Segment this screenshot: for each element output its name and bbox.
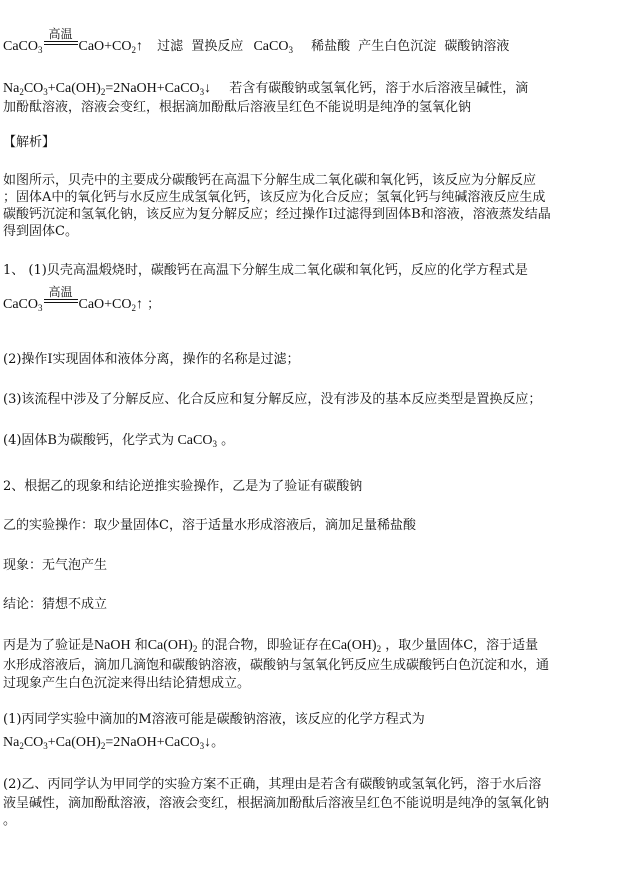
formula-caco3: CaCO$_3$ <box>177 433 217 449</box>
q1-item1: 1、 (1)贝壳高温煅烧时，碳酸钙在高温下分解生成二氧化碳和氧化钙，反应的化学方程式是 <box>3 263 528 278</box>
sub1-line: (1)丙同学实验中滴加的M溶液可能是碳酸钠溶液，该反应的化学方程式为 <box>3 712 425 727</box>
intro-line: 得到固体C。 <box>3 224 78 239</box>
intro-line: 碳酸钙沉淀和氢氧化钠，该反应为复分解反应；经过操作I过滤得到固体B和溶液，溶液蒸发结晶 <box>3 207 551 222</box>
q1-equation-line: CaCO$_3$ 高温 $CaO+CO_2↑$ ； <box>3 285 161 313</box>
q2-heading: 2、根据乙的现象和结论逆推实验操作，乙是为了验证有碳酸钠 <box>3 479 363 494</box>
answer-line-3: 加酚酞溶液，溶液会变红，根据滴加酚酞后溶液呈红色不能说明是纯净的氢氧化钠 <box>3 100 472 115</box>
q2-operation: 乙的实验操作：取少量固体C，溶于适量水形成溶液后，滴加足量稀盐酸 <box>3 518 416 533</box>
answer-line-2: $Na_2CO_3+Ca(OH)_2=2NaOH+CaCO_3↓$ 若含有碳酸钠或氢氧化钙，溶于水后溶液呈碱性，滴 <box>3 81 529 97</box>
sub2-line: 。 <box>3 813 17 828</box>
equation-precipitation: $Na_2CO_3+Ca(OH)_2=2NaOH+CaCO_3↓$ <box>3 81 212 97</box>
sub2-line: (2)乙、丙同学认为甲同学的实验方案不正确，其理由是若含有碳酸钠或氢氧化钙，溶于水后溶 <box>3 777 542 792</box>
equal-sign-condition: 高温 <box>44 296 78 308</box>
analysis-title: 【解析】 <box>3 135 56 150</box>
sub1-equation: $Na_2CO_3+Ca(OH)_2=2NaOH+CaCO_3↓$。 <box>3 735 225 751</box>
q1-item2: (2)操作I实现固体和液体分离，操作的名称是过滤； <box>3 352 300 367</box>
equation-calcination: CaCO$_3$ 高温 $CaO+CO_2↑$ <box>3 27 144 55</box>
bing-line-3: 过现象产生白色沉淀来得出结论猜想成立。 <box>3 676 251 691</box>
q2-conclusion: 结论：猜想不成立 <box>3 597 108 612</box>
q1-item3: (3)该流程中涉及了分解反应、化合反应和复分解反应，没有涉及的基本反应类型是置换反应； <box>3 392 542 407</box>
bing-line-1: 丙是为了验证是NaOH 和$Ca(OH)_2$ 的混合物，即验证存在$Ca(OH)_2$ ，取少量固体C，溶于适量 <box>3 638 539 654</box>
q1-item4: (4)固体B为碳酸钙，化学式为 CaCO$_3$ 。 <box>3 433 235 449</box>
bing-line-2: 水形成溶液后，滴加几滴饱和碳酸钠溶液，碳酸钠与氢氧化钙反应生成碳酸钙白色沉淀和水，通 <box>3 658 550 673</box>
intro-line: 如图所示，贝壳中的主要成分碳酸钙在高温下分解生成二氧化碳和氧化钙，该反应为分解反应 <box>3 173 537 188</box>
q2-phenomenon: 现象：无气泡产生 <box>3 558 108 573</box>
answer-line-1: CaCO$_3$ 高温 $CaO+CO_2↑$ 过滤 置换反应 CaCO$_3$ 稀盐酸 产生白色沉淀 碳酸钠溶液 <box>3 27 510 55</box>
equal-sign-condition: 高温 <box>44 38 78 50</box>
intro-line: ；固体A中的氧化钙与水反应生成氢氧化钙，该反应为化合反应；氢氧化钙与纯碱溶液反应生成 <box>3 190 546 205</box>
sub2-line: 液呈碱性，滴加酚酞溶液，溶液会变红，根据滴加酚酞后溶液呈红色不能说明是纯净的氢氧化钠 <box>3 796 550 811</box>
